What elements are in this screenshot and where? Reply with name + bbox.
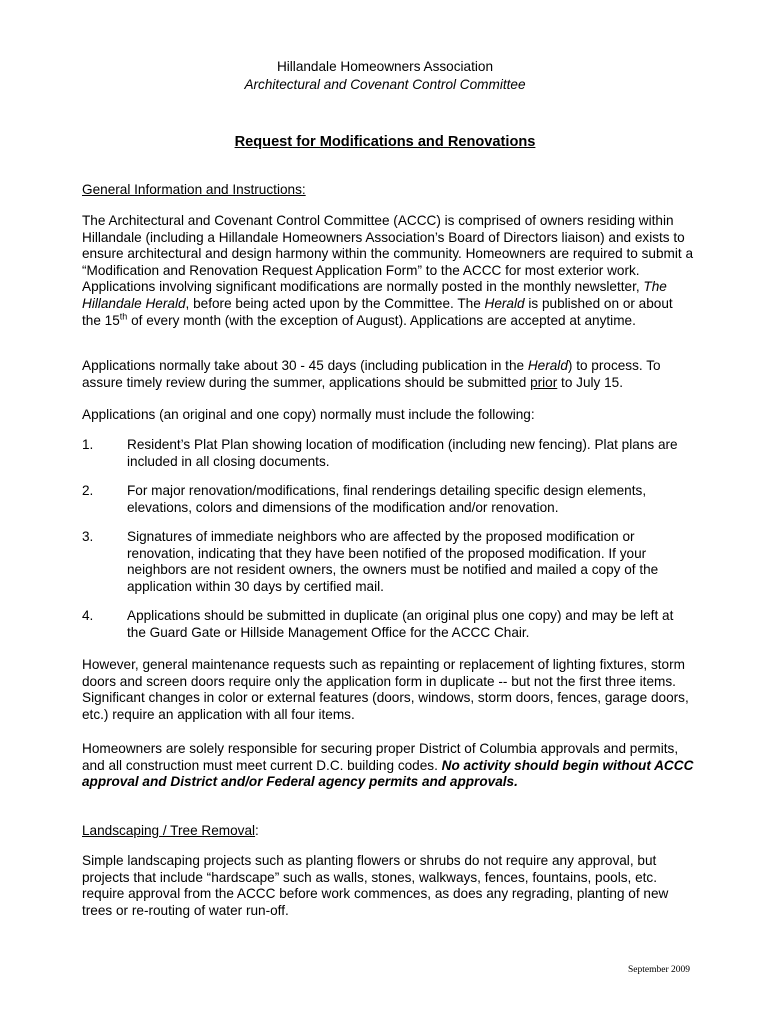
item-number: 4. xyxy=(82,608,94,623)
list-item: Resident’s Plat Plan showing location of modification (including new fencing). Plat plans are included in all closing documents. xyxy=(127,437,678,469)
footer-date: September 2009 xyxy=(627,965,690,975)
dc-paragraph: Homeowners are solely responsible for securing proper District of Columbia approvals and permits, and all construction must meet current D.C. building codes. No activity should begin without ACCC approval and District and/or Federal agency permits and approvals. xyxy=(82,741,694,790)
timing-paragraph: Applications normally take about 30 - 45 days (including publication in the Herald) to process. To assure timely review during the summer, applications should be submitted prior to July 15. xyxy=(82,358,661,390)
item-number: 3. xyxy=(82,529,94,544)
landscaping-heading: Landscaping / Tree Removal: xyxy=(82,823,259,838)
intro-paragraph: The Architectural and Covenant Control Committee (ACCC) is comprised of owners residing within Hillandale (including a Hillandale Homeowners Association’s Board of Directors liaison) and exists to ensure architectural and design harmony within the community. Homeowners are required to submit a “Modification and Renovation Request Application Form” to the ACCC for most exterior work. Applications involving significant modifications are normally posted in the monthly newsletter, The Hillandale Herald, before being acted upon by the Committee. The Herald is published on or about the 15th of every month (with the exception of August). Applications are accepted at anytime. xyxy=(82,213,694,328)
association-name: Hillandale Homeowners Association xyxy=(276,59,494,74)
list-item: Signatures of immediate neighbors who are affected by the proposed modification or renovation, indicating that they have been notified of the proposed modification. If your neighbors are not resident owners, the owners must be notified and mailed a copy of the application within 30 days by certified mail. xyxy=(127,529,659,594)
document-title: Request for Modifications and Renovations xyxy=(234,134,536,150)
list-item: For major renovation/modifications, final renderings detailing specific design elements, elevations, colors and dimensions of the modification and/or renovation. xyxy=(127,483,647,515)
maintenance-paragraph: However, general maintenance requests such as repainting or replacement of lighting fixtures, storm doors and screen doors require only the application form in duplicate -- but not the first three items. Significant changes in color or external features (doors, windows, storm doors, fences, garage doors, etc.) require an application with all four items. xyxy=(82,657,689,722)
landscaping-paragraph: Simple landscaping projects such as planting flowers or shrubs do not require any approval, but projects that include “hardscape” such as walls, stones, walkways, fences, fountains, pools, etc. require approval from the ACCC before work commences, as does any regrading, planting of new trees or re-routing of water run-off. xyxy=(82,853,669,918)
general-heading: General Information and Instructions: xyxy=(82,182,306,197)
item-number: 2. xyxy=(82,483,94,498)
list-item: Applications should be submitted in duplicate (an original plus one copy) and may be left at the Guard Gate or Hillside Management Office for the ACCC Chair. xyxy=(127,608,674,640)
item-number: 1. xyxy=(82,437,94,452)
include-intro: Applications (an original and one copy) normally must include the following: xyxy=(82,407,535,422)
committee-name: Architectural and Covenant Control Committee xyxy=(244,77,526,92)
